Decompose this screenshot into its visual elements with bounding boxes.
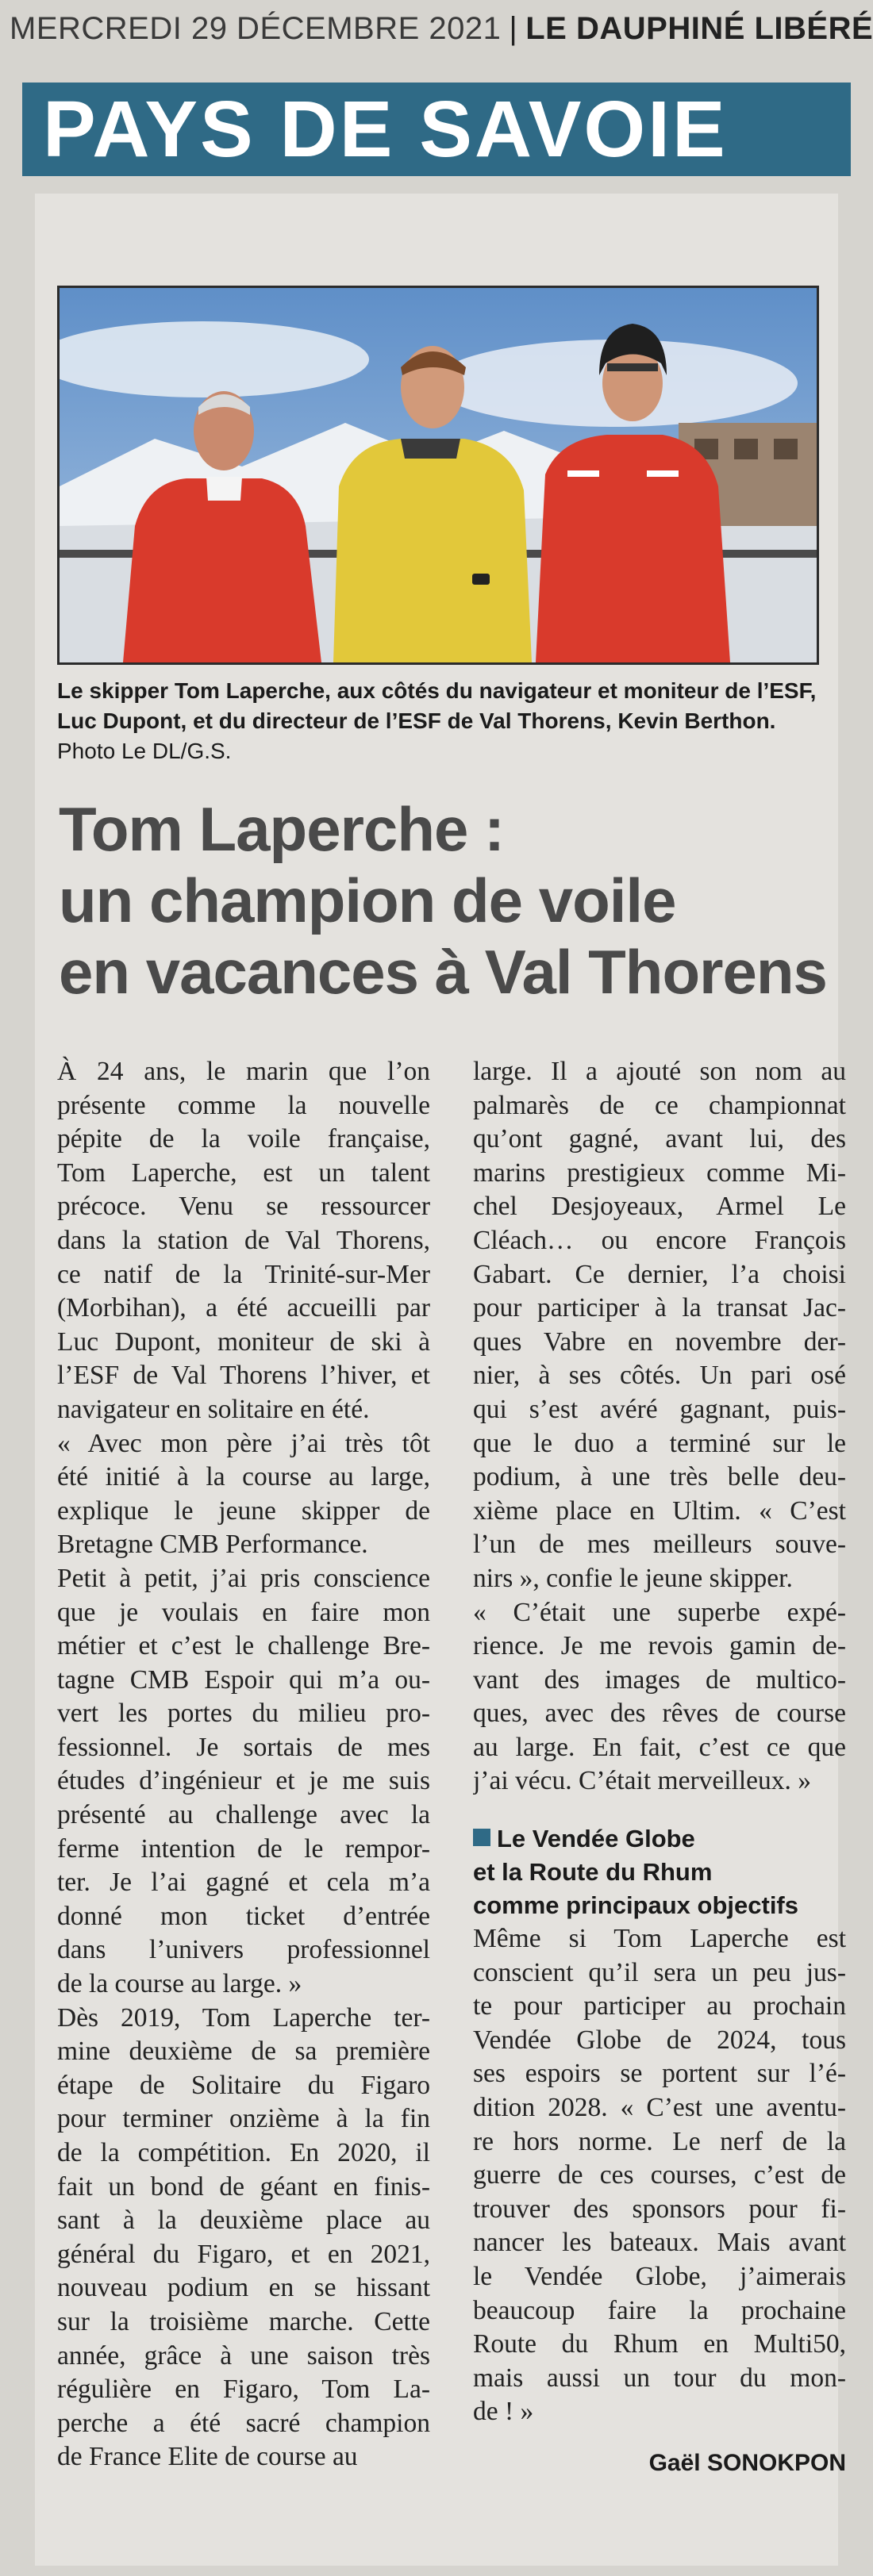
section-banner: PAYS DE SAVOIE bbox=[22, 83, 851, 176]
headline-line: un champion de voile bbox=[59, 866, 676, 935]
body-line: ses espoirs se portent sur l’é- bbox=[473, 2059, 846, 2089]
photo-caption bbox=[57, 676, 819, 766]
body-line: Petit à petit, j’ai pris conscience bbox=[57, 1563, 430, 1593]
body-line: explique le jeune skipper de bbox=[57, 1495, 430, 1526]
body-line: nancer les bateaux. Mais avant bbox=[473, 2228, 846, 2258]
article-photo bbox=[57, 286, 819, 665]
body-line: mais aussi un tour du mon- bbox=[473, 2363, 846, 2393]
body-line: année, grâce à une saison très bbox=[57, 2340, 430, 2371]
body-line: conscient qu’il sera un peu jus- bbox=[473, 1957, 846, 1987]
body-line: présenté au challenge avec la bbox=[57, 1800, 430, 1830]
body-line: dition 2028. « C’est une aventu- bbox=[473, 2093, 846, 2123]
body-line: Route du Rhum en Multi50, bbox=[473, 2329, 846, 2359]
body-line: ques Vabre en novembre der- bbox=[473, 1326, 846, 1357]
body-line: que je voulais en faire mon bbox=[57, 1597, 430, 1627]
body-line: j’ai vécu. C’était merveilleux. » bbox=[473, 1766, 812, 1796]
masthead-separator: | bbox=[509, 11, 518, 46]
body-line: pépite de la voile française, bbox=[57, 1124, 430, 1154]
subhead-line-text: Le Vendée Globe bbox=[497, 1825, 695, 1853]
body-line: palmarès de ce championnat bbox=[473, 1090, 846, 1120]
photo-chalet-window bbox=[774, 439, 798, 459]
body-line: nirs », confie le jeune skipper. bbox=[473, 1563, 793, 1593]
body-line: « Avec mon père j’ai très tôt bbox=[57, 1428, 430, 1458]
body-line: re hors norme. Le nerf de la bbox=[473, 2126, 846, 2156]
body-line: rience. Je me revois gamin de- bbox=[473, 1631, 846, 1661]
body-line: Dès 2019, Tom Laperche ter- bbox=[57, 2002, 430, 2033]
photo-credit: Photo Le DL/G.S. bbox=[57, 739, 232, 763]
body-line: l’ESF de Val Thorens l’hiver, et bbox=[57, 1361, 430, 1391]
headline-line: Tom Laperche : bbox=[59, 794, 504, 864]
body-line: Gabart. Ce dernier, l’a choisi bbox=[473, 1259, 846, 1289]
body-line: de France Elite de course au bbox=[57, 2442, 358, 2472]
body-line: guerre de ces courses, c’est de bbox=[473, 2160, 846, 2190]
body-line: chel Desjoyeaux, Armel Le bbox=[473, 1192, 846, 1222]
body-line: fessionnel. Je sortais de mes bbox=[57, 1732, 430, 1762]
body-line: ce natif de la Trinité-sur-Mer bbox=[57, 1259, 430, 1289]
body-line: Même si Tom Laperche est bbox=[473, 1924, 846, 1954]
photo-chalet-window bbox=[734, 439, 758, 459]
body-line: Luc Dupont, moniteur de ski à bbox=[57, 1326, 430, 1357]
body-line: études d’ingénieur et je me suis bbox=[57, 1766, 430, 1796]
subhead-marker bbox=[473, 1829, 490, 1846]
newspaper-name: LE DAUPHINÉ LIBÉRÉ bbox=[525, 11, 873, 46]
body-line: dans la station de Val Thorens, bbox=[57, 1225, 430, 1255]
body-line: étape de Solitaire du Figaro bbox=[57, 2070, 430, 2100]
body-line: qui s’est avéré gagnant, puis- bbox=[473, 1394, 846, 1424]
body-line: Bretagne CMB Performance. bbox=[57, 1530, 368, 1560]
body-line: régulière en Figaro, Tom La- bbox=[57, 2374, 430, 2405]
body-line: au large. En fait, c’est ce que bbox=[473, 1732, 846, 1762]
body-line: vant des images de multico- bbox=[473, 1664, 846, 1695]
body-line: « C’était une superbe expé- bbox=[473, 1597, 846, 1627]
caption-text: Le skipper Tom Laperche, aux côtés du navigateur et moniteur de l’ESF, Luc Dupont, et du directeur de l’ESF de Val Thorens, Kevin Berthon. bbox=[57, 678, 817, 733]
body-line: été initié à la course au large, bbox=[57, 1462, 430, 1492]
body-line: qu’ont gagné, avant lui, des bbox=[473, 1124, 846, 1154]
body-line: À 24 ans, le marin que l’on bbox=[57, 1057, 430, 1086]
body-line: navigateur en solitaire en été. bbox=[57, 1394, 370, 1424]
body-line: ter. Je l’ai gagné et cela m’a bbox=[57, 1868, 430, 1898]
body-line: ferme intention de le rempor- bbox=[57, 1833, 430, 1864]
body-line: te pour participer au prochain bbox=[473, 1991, 846, 2021]
body-line: podium, à une très belle deu- bbox=[473, 1462, 846, 1492]
article-column-right bbox=[473, 1055, 846, 2480]
issue-date: MERCREDI 29 DÉCEMBRE 2021 bbox=[10, 11, 502, 46]
body-line: (Morbihan), a été accueilli par bbox=[57, 1293, 430, 1323]
body-line: vert les portes du milieu pro- bbox=[57, 1699, 430, 1729]
body-line: dans l’univers professionnel bbox=[57, 1935, 430, 1965]
body-line: fait un bond de géant en finis- bbox=[57, 2171, 430, 2202]
article-headline bbox=[59, 793, 827, 1008]
subhead-line: et la Route du Rhum bbox=[473, 1858, 713, 1887]
body-line: tagne CMB Espoir qui m’a ou- bbox=[57, 1664, 430, 1695]
body-line: sur la troisième marche. Cette bbox=[57, 2306, 430, 2336]
body-line: de la compétition. En 2020, il bbox=[57, 2138, 430, 2167]
body-line: de ! » bbox=[473, 2397, 534, 2427]
body-line: nier, à ses côtés. Un pari osé bbox=[473, 1361, 846, 1391]
body-line: pour participer à la transat Jac- bbox=[473, 1293, 846, 1323]
body-line: marins prestigieux comme Mi- bbox=[473, 1157, 846, 1188]
body-line: beaucoup faire la prochaine bbox=[473, 2295, 846, 2325]
body-line: Cléach… ou encore François bbox=[473, 1225, 846, 1255]
body-line: pour terminer onzième à la fin bbox=[57, 2104, 430, 2134]
subhead-line: comme principaux objectifs bbox=[473, 1891, 798, 1920]
article-column-left bbox=[57, 1055, 430, 2474]
body-line: xième place en Ultim. « C’est bbox=[473, 1495, 846, 1526]
body-line: général du Figaro, et en 2021, bbox=[57, 2239, 430, 2269]
body-line: trouver des sponsors pour fi- bbox=[473, 2194, 846, 2224]
article-subhead bbox=[473, 1822, 846, 1922]
column-right-part-a bbox=[473, 1055, 846, 1799]
subhead-line bbox=[473, 1822, 846, 1856]
body-line: Vendée Globe de 2024, tous bbox=[473, 2025, 846, 2055]
body-line: sant à la deuxième place au bbox=[57, 2206, 430, 2236]
body-line: perche a été sacré champion bbox=[57, 2408, 430, 2438]
body-line: métier et c’est le challenge Bre- bbox=[57, 1631, 430, 1661]
body-line: ques, avec des rêves de course bbox=[473, 1699, 846, 1729]
body-line: mine deuxième de sa première bbox=[57, 2037, 430, 2067]
body-line: précoce. Venu se ressourcer bbox=[57, 1192, 430, 1222]
body-line: présente comme la nouvelle bbox=[57, 1090, 430, 1120]
column-right-part-b bbox=[473, 1922, 846, 2429]
body-line: nouveau podium en se hissant bbox=[57, 2273, 430, 2303]
body-line: donné mon ticket d’entrée bbox=[57, 1901, 430, 1931]
photo-illustration bbox=[60, 288, 817, 662]
body-line: l’un de mes meilleurs souve- bbox=[473, 1530, 846, 1560]
headline-line: en vacances à Val Thorens bbox=[59, 937, 827, 1007]
body-line: large. Il a ajouté son nom au bbox=[473, 1057, 846, 1086]
author-signature: Gaël SONOKPON bbox=[648, 2449, 846, 2476]
body-line: Tom Laperche, est un talent bbox=[57, 1157, 430, 1188]
masthead-dateline bbox=[10, 5, 873, 52]
body-line: de la course au large. » bbox=[57, 1969, 302, 1999]
body-line: que le duo a terminé sur le bbox=[473, 1428, 846, 1458]
body-line: le Vendée Globe, j’aimerais bbox=[473, 2262, 846, 2291]
